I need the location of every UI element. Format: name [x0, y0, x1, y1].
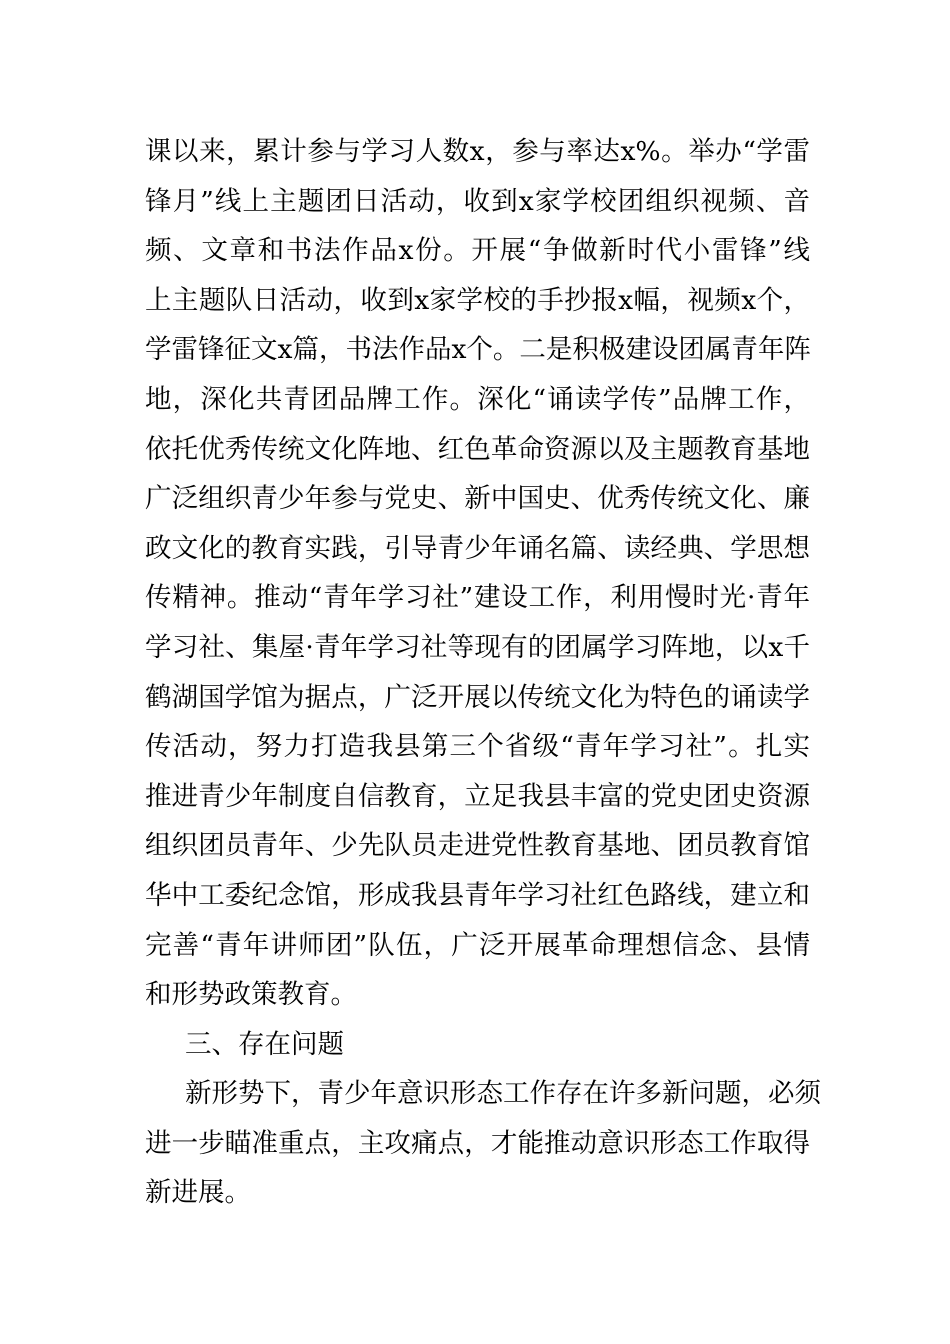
text-line: 学雷锋征文x篇，书法作品x个。二是积极建设团属青年阵	[145, 334, 811, 366]
text-line: 新进展。	[145, 1177, 251, 1209]
text-line: 鹤湖国学馆为据点，广泛开展以传统文化为特色的诵读学	[145, 681, 810, 713]
text-line: 组织团员青年、少先队员走进党性教育基地、团员教育馆	[145, 830, 810, 862]
text-line: 传精神。推动“青年学习社”建设工作，利用慢时光·青年	[145, 582, 810, 614]
text-line: 地，深化共青团品牌工作。深化“诵读学传”品牌工作，	[145, 383, 810, 415]
section-heading: 三、存在问题	[185, 1028, 344, 1060]
text-line: 进一步瞄准重点，主攻痛点，才能推动意识形态工作取得	[145, 1127, 810, 1159]
text-line: 学习社、集屋·青年学习社等现有的团属学习阵地，以x千	[145, 631, 810, 663]
text-line: 政文化的教育实践，引导青少年诵名篇、读经典、学思想	[145, 532, 810, 564]
text-line: 新形势下，青少年意识形态工作存在许多新问题，必须	[185, 1078, 821, 1110]
text-line: 传活动，努力打造我县第三个省级“青年学习社”。扎实	[145, 731, 810, 763]
body-text	[145, 127, 821, 1218]
text-line: 频、文章和书法作品x份。开展“争做新时代小雷锋”线	[145, 235, 810, 267]
text-line: 广泛组织青少年参与党史、新中国史、优秀传统文化、廉	[145, 483, 810, 515]
text-line: 完善“青年讲师团”队伍，广泛开展革命理想信念、县情	[145, 929, 810, 961]
text-line: 依托优秀传统文化阵地、红色革命资源以及主题教育基地	[145, 433, 810, 465]
text-line: 课以来，累计参与学习人数x，参与率达x%。举办“学雷	[145, 136, 810, 167]
text-line: 上主题队日活动，收到x家学校的手抄报x幅，视频x个，	[145, 284, 810, 316]
text-line: 推进青少年制度自信教育，立足我县丰富的党史团史资源	[145, 780, 810, 812]
text-line: 和形势政策教育。	[145, 979, 357, 1011]
text-line: 华中工委纪念馆，形成我县青年学习社红色路线，建立和	[145, 879, 810, 911]
text-line: 锋月”线上主题团日活动，收到x家学校团组织视频、音	[145, 185, 810, 217]
